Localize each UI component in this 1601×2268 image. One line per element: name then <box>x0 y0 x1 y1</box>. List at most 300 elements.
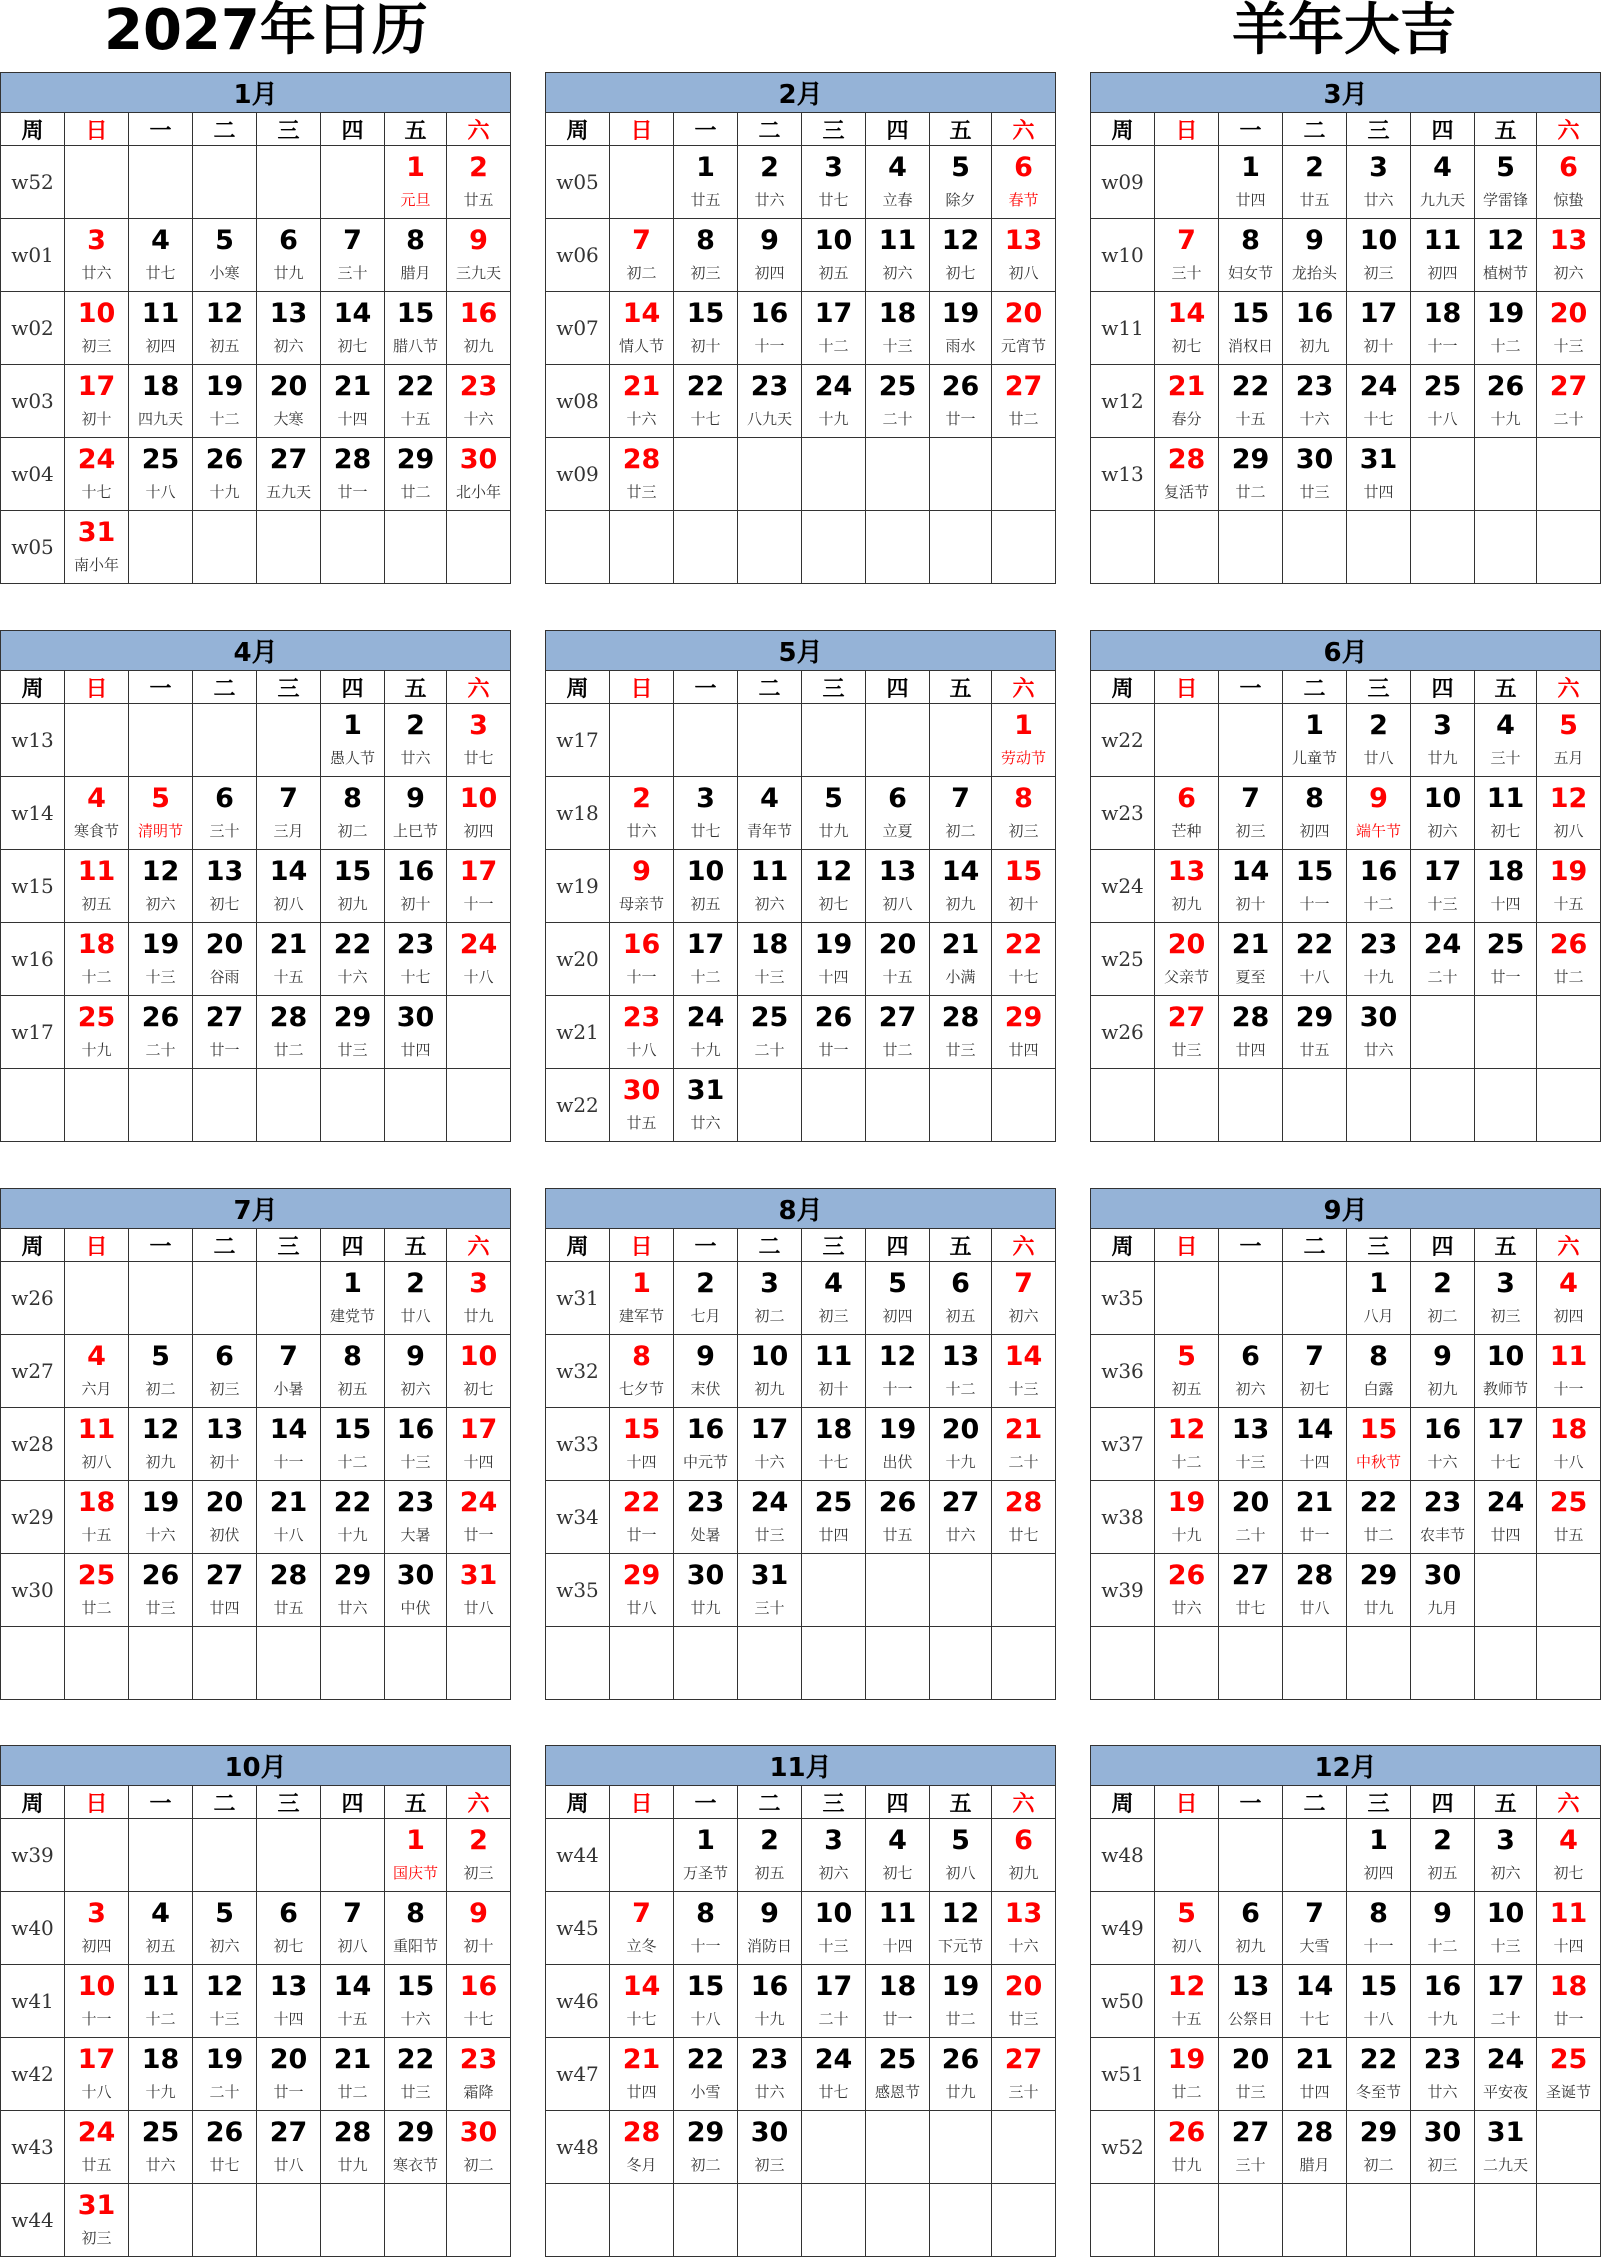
day-cell[interactable] <box>447 1335 511 1408</box>
day-cell[interactable] <box>447 1965 511 2038</box>
day-cell[interactable] <box>193 438 257 511</box>
day-cell[interactable] <box>1347 2038 1411 2111</box>
day-cell[interactable] <box>1411 365 1475 438</box>
day-cell[interactable] <box>930 850 992 923</box>
day-cell[interactable] <box>1283 365 1347 438</box>
day-cell[interactable] <box>1219 2038 1283 2111</box>
day-cell[interactable] <box>193 1481 257 1554</box>
day-cell[interactable] <box>447 1892 511 1965</box>
day-cell[interactable] <box>738 219 802 292</box>
day-cell[interactable] <box>321 2111 385 2184</box>
day-cell[interactable] <box>129 292 193 365</box>
day-cell[interactable] <box>1283 704 1347 777</box>
day-cell[interactable] <box>1283 292 1347 365</box>
day-cell[interactable] <box>1283 850 1347 923</box>
day-cell[interactable] <box>674 1819 738 1892</box>
day-cell[interactable] <box>802 1408 866 1481</box>
day-cell[interactable] <box>321 438 385 511</box>
day-cell[interactable] <box>1347 146 1411 219</box>
day-cell[interactable] <box>1537 219 1601 292</box>
day-cell[interactable] <box>992 850 1056 923</box>
day-cell[interactable] <box>992 923 1056 996</box>
day-cell[interactable] <box>1219 1408 1283 1481</box>
day-cell[interactable] <box>1219 219 1283 292</box>
day-cell[interactable] <box>447 704 511 777</box>
day-cell[interactable] <box>1475 1262 1537 1335</box>
day-cell[interactable] <box>193 1335 257 1408</box>
day-cell[interactable] <box>1283 777 1347 850</box>
day-cell[interactable] <box>1475 1965 1537 2038</box>
day-cell[interactable] <box>193 1892 257 1965</box>
day-cell[interactable] <box>674 1965 738 2038</box>
day-cell[interactable] <box>738 2111 802 2184</box>
day-cell[interactable] <box>866 850 930 923</box>
day-cell[interactable] <box>802 777 866 850</box>
day-cell[interactable] <box>193 923 257 996</box>
day-cell[interactable] <box>992 1819 1056 1892</box>
day-cell[interactable] <box>65 1892 129 1965</box>
day-cell[interactable] <box>65 511 129 584</box>
day-cell[interactable] <box>1411 1965 1475 2038</box>
day-cell[interactable] <box>193 996 257 1069</box>
day-cell[interactable] <box>65 1408 129 1481</box>
day-cell[interactable] <box>1537 365 1601 438</box>
day-cell[interactable] <box>1411 146 1475 219</box>
day-cell[interactable] <box>1283 438 1347 511</box>
day-cell[interactable] <box>674 219 738 292</box>
day-cell[interactable] <box>610 1965 674 2038</box>
day-cell[interactable] <box>1537 292 1601 365</box>
day-cell[interactable] <box>866 2038 930 2111</box>
day-cell[interactable] <box>1283 2038 1347 2111</box>
day-cell[interactable] <box>992 2038 1056 2111</box>
day-cell[interactable] <box>1347 1819 1411 1892</box>
day-cell[interactable] <box>321 1481 385 1554</box>
day-cell[interactable] <box>257 219 321 292</box>
day-cell[interactable] <box>992 777 1056 850</box>
day-cell[interactable] <box>738 777 802 850</box>
day-cell[interactable] <box>674 850 738 923</box>
day-cell[interactable] <box>129 777 193 850</box>
day-cell[interactable] <box>1411 2111 1475 2184</box>
day-cell[interactable] <box>674 923 738 996</box>
day-cell[interactable] <box>802 1335 866 1408</box>
day-cell[interactable] <box>992 1965 1056 2038</box>
day-cell[interactable] <box>65 1481 129 1554</box>
day-cell[interactable] <box>1155 2038 1219 2111</box>
day-cell[interactable] <box>129 1335 193 1408</box>
day-cell[interactable] <box>1347 1892 1411 1965</box>
day-cell[interactable] <box>321 1335 385 1408</box>
day-cell[interactable] <box>802 1819 866 1892</box>
day-cell[interactable] <box>930 1335 992 1408</box>
day-cell[interactable] <box>930 2038 992 2111</box>
day-cell[interactable] <box>1347 850 1411 923</box>
day-cell[interactable] <box>65 219 129 292</box>
day-cell[interactable] <box>193 219 257 292</box>
day-cell[interactable] <box>802 1481 866 1554</box>
day-cell[interactable] <box>866 1892 930 1965</box>
day-cell[interactable] <box>992 1408 1056 1481</box>
day-cell[interactable] <box>385 704 447 777</box>
day-cell[interactable] <box>385 438 447 511</box>
day-cell[interactable] <box>738 923 802 996</box>
day-cell[interactable] <box>129 219 193 292</box>
day-cell[interactable] <box>1219 777 1283 850</box>
day-cell[interactable] <box>738 2038 802 2111</box>
day-cell[interactable] <box>257 1965 321 2038</box>
day-cell[interactable] <box>447 219 511 292</box>
day-cell[interactable] <box>193 365 257 438</box>
day-cell[interactable] <box>610 2111 674 2184</box>
day-cell[interactable] <box>385 146 447 219</box>
day-cell[interactable] <box>1475 2111 1537 2184</box>
day-cell[interactable] <box>1537 1335 1601 1408</box>
day-cell[interactable] <box>447 777 511 850</box>
day-cell[interactable] <box>385 292 447 365</box>
day-cell[interactable] <box>1155 1554 1219 1627</box>
day-cell[interactable] <box>992 1892 1056 1965</box>
day-cell[interactable] <box>992 1335 1056 1408</box>
day-cell[interactable] <box>129 996 193 1069</box>
day-cell[interactable] <box>321 292 385 365</box>
day-cell[interactable] <box>738 1892 802 1965</box>
day-cell[interactable] <box>193 777 257 850</box>
day-cell[interactable] <box>321 1965 385 2038</box>
day-cell[interactable] <box>1411 1554 1475 1627</box>
day-cell[interactable] <box>447 923 511 996</box>
day-cell[interactable] <box>610 777 674 850</box>
day-cell[interactable] <box>1475 146 1537 219</box>
day-cell[interactable] <box>1283 923 1347 996</box>
day-cell[interactable] <box>930 1408 992 1481</box>
day-cell[interactable] <box>1347 777 1411 850</box>
day-cell[interactable] <box>738 1262 802 1335</box>
day-cell[interactable] <box>930 292 992 365</box>
day-cell[interactable] <box>992 219 1056 292</box>
day-cell[interactable] <box>385 1335 447 1408</box>
day-cell[interactable] <box>385 1892 447 1965</box>
day-cell[interactable] <box>1411 923 1475 996</box>
day-cell[interactable] <box>802 365 866 438</box>
day-cell[interactable] <box>738 146 802 219</box>
day-cell[interactable] <box>65 292 129 365</box>
day-cell[interactable] <box>447 1408 511 1481</box>
day-cell[interactable] <box>738 365 802 438</box>
day-cell[interactable] <box>447 146 511 219</box>
day-cell[interactable] <box>674 1481 738 1554</box>
day-cell[interactable] <box>674 146 738 219</box>
day-cell[interactable] <box>1537 146 1601 219</box>
day-cell[interactable] <box>385 777 447 850</box>
day-cell[interactable] <box>257 1408 321 1481</box>
day-cell[interactable] <box>1347 923 1411 996</box>
day-cell[interactable] <box>674 1069 738 1142</box>
day-cell[interactable] <box>65 777 129 850</box>
day-cell[interactable] <box>385 365 447 438</box>
day-cell[interactable] <box>1347 1262 1411 1335</box>
day-cell[interactable] <box>1411 1481 1475 1554</box>
day-cell[interactable] <box>447 1819 511 1892</box>
day-cell[interactable] <box>738 1965 802 2038</box>
day-cell[interactable] <box>1219 1481 1283 1554</box>
day-cell[interactable] <box>447 2038 511 2111</box>
day-cell[interactable] <box>1155 1408 1219 1481</box>
day-cell[interactable] <box>1411 2038 1475 2111</box>
day-cell[interactable] <box>610 219 674 292</box>
day-cell[interactable] <box>1475 1892 1537 1965</box>
day-cell[interactable] <box>1347 219 1411 292</box>
day-cell[interactable] <box>257 1892 321 1965</box>
day-cell[interactable] <box>992 996 1056 1069</box>
day-cell[interactable] <box>321 1408 385 1481</box>
day-cell[interactable] <box>129 2111 193 2184</box>
day-cell[interactable] <box>1537 704 1601 777</box>
day-cell[interactable] <box>738 1408 802 1481</box>
day-cell[interactable] <box>738 1335 802 1408</box>
day-cell[interactable] <box>610 1481 674 1554</box>
day-cell[interactable] <box>866 1335 930 1408</box>
day-cell[interactable] <box>738 292 802 365</box>
day-cell[interactable] <box>610 1408 674 1481</box>
day-cell[interactable] <box>866 1819 930 1892</box>
day-cell[interactable] <box>1347 1335 1411 1408</box>
day-cell[interactable] <box>1347 438 1411 511</box>
day-cell[interactable] <box>257 292 321 365</box>
day-cell[interactable] <box>129 850 193 923</box>
day-cell[interactable] <box>1475 1819 1537 1892</box>
day-cell[interactable] <box>930 365 992 438</box>
day-cell[interactable] <box>930 923 992 996</box>
day-cell[interactable] <box>447 1262 511 1335</box>
day-cell[interactable] <box>321 365 385 438</box>
day-cell[interactable] <box>1155 777 1219 850</box>
day-cell[interactable] <box>802 1892 866 1965</box>
day-cell[interactable] <box>385 1262 447 1335</box>
day-cell[interactable] <box>1347 996 1411 1069</box>
day-cell[interactable] <box>992 292 1056 365</box>
day-cell[interactable] <box>802 2038 866 2111</box>
day-cell[interactable] <box>1219 292 1283 365</box>
day-cell[interactable] <box>65 850 129 923</box>
day-cell[interactable] <box>321 777 385 850</box>
day-cell[interactable] <box>385 219 447 292</box>
day-cell[interactable] <box>674 777 738 850</box>
day-cell[interactable] <box>866 777 930 850</box>
day-cell[interactable] <box>1283 1481 1347 1554</box>
day-cell[interactable] <box>65 365 129 438</box>
day-cell[interactable] <box>1475 219 1537 292</box>
day-cell[interactable] <box>257 2038 321 2111</box>
day-cell[interactable] <box>866 923 930 996</box>
day-cell[interactable] <box>738 850 802 923</box>
day-cell[interactable] <box>1475 923 1537 996</box>
day-cell[interactable] <box>674 1262 738 1335</box>
day-cell[interactable] <box>802 292 866 365</box>
day-cell[interactable] <box>1283 1408 1347 1481</box>
day-cell[interactable] <box>1537 777 1601 850</box>
day-cell[interactable] <box>1537 850 1601 923</box>
day-cell[interactable] <box>930 146 992 219</box>
day-cell[interactable] <box>930 1481 992 1554</box>
day-cell[interactable] <box>193 850 257 923</box>
day-cell[interactable] <box>129 1481 193 1554</box>
day-cell[interactable] <box>802 219 866 292</box>
day-cell[interactable] <box>674 996 738 1069</box>
day-cell[interactable] <box>65 1965 129 2038</box>
day-cell[interactable] <box>257 923 321 996</box>
day-cell[interactable] <box>1155 996 1219 1069</box>
day-cell[interactable] <box>992 704 1056 777</box>
day-cell[interactable] <box>257 438 321 511</box>
day-cell[interactable] <box>129 923 193 996</box>
day-cell[interactable] <box>1219 146 1283 219</box>
day-cell[interactable] <box>385 1965 447 2038</box>
day-cell[interactable] <box>447 850 511 923</box>
day-cell[interactable] <box>1155 2111 1219 2184</box>
day-cell[interactable] <box>1283 2111 1347 2184</box>
day-cell[interactable] <box>385 2111 447 2184</box>
day-cell[interactable] <box>992 365 1056 438</box>
day-cell[interactable] <box>1219 438 1283 511</box>
day-cell[interactable] <box>1411 1892 1475 1965</box>
day-cell[interactable] <box>610 438 674 511</box>
day-cell[interactable] <box>1347 365 1411 438</box>
day-cell[interactable] <box>65 2038 129 2111</box>
day-cell[interactable] <box>385 1481 447 1554</box>
day-cell[interactable] <box>992 1262 1056 1335</box>
day-cell[interactable] <box>447 2111 511 2184</box>
day-cell[interactable] <box>65 996 129 1069</box>
day-cell[interactable] <box>992 1481 1056 1554</box>
day-cell[interactable] <box>866 365 930 438</box>
day-cell[interactable] <box>321 1554 385 1627</box>
day-cell[interactable] <box>674 365 738 438</box>
day-cell[interactable] <box>610 292 674 365</box>
day-cell[interactable] <box>1155 1965 1219 2038</box>
day-cell[interactable] <box>610 996 674 1069</box>
day-cell[interactable] <box>1219 365 1283 438</box>
day-cell[interactable] <box>193 2038 257 2111</box>
day-cell[interactable] <box>257 1554 321 1627</box>
day-cell[interactable] <box>65 923 129 996</box>
day-cell[interactable] <box>1347 1554 1411 1627</box>
day-cell[interactable] <box>1411 704 1475 777</box>
day-cell[interactable] <box>1283 1335 1347 1408</box>
day-cell[interactable] <box>385 1408 447 1481</box>
day-cell[interactable] <box>1411 1408 1475 1481</box>
day-cell[interactable] <box>321 850 385 923</box>
day-cell[interactable] <box>447 1481 511 1554</box>
day-cell[interactable] <box>1283 146 1347 219</box>
day-cell[interactable] <box>866 996 930 1069</box>
day-cell[interactable] <box>65 438 129 511</box>
day-cell[interactable] <box>129 1965 193 2038</box>
day-cell[interactable] <box>610 365 674 438</box>
day-cell[interactable] <box>674 292 738 365</box>
day-cell[interactable] <box>610 2038 674 2111</box>
day-cell[interactable] <box>1155 1335 1219 1408</box>
day-cell[interactable] <box>447 292 511 365</box>
day-cell[interactable] <box>1475 1335 1537 1408</box>
day-cell[interactable] <box>193 2111 257 2184</box>
day-cell[interactable] <box>930 777 992 850</box>
day-cell[interactable] <box>866 1408 930 1481</box>
day-cell[interactable] <box>257 365 321 438</box>
day-cell[interactable] <box>385 1554 447 1627</box>
day-cell[interactable] <box>610 923 674 996</box>
day-cell[interactable] <box>738 1554 802 1627</box>
day-cell[interactable] <box>610 850 674 923</box>
day-cell[interactable] <box>866 292 930 365</box>
day-cell[interactable] <box>1155 1481 1219 1554</box>
day-cell[interactable] <box>1411 1262 1475 1335</box>
day-cell[interactable] <box>1537 1262 1601 1335</box>
day-cell[interactable] <box>802 850 866 923</box>
day-cell[interactable] <box>1155 438 1219 511</box>
day-cell[interactable] <box>129 1892 193 1965</box>
day-cell[interactable] <box>1219 923 1283 996</box>
day-cell[interactable] <box>1219 996 1283 1069</box>
day-cell[interactable] <box>1537 1819 1601 1892</box>
day-cell[interactable] <box>257 996 321 1069</box>
day-cell[interactable] <box>1219 1335 1283 1408</box>
day-cell[interactable] <box>129 365 193 438</box>
day-cell[interactable] <box>447 1554 511 1627</box>
day-cell[interactable] <box>257 777 321 850</box>
day-cell[interactable] <box>802 1262 866 1335</box>
day-cell[interactable] <box>1219 850 1283 923</box>
day-cell[interactable] <box>1347 1965 1411 2038</box>
day-cell[interactable] <box>802 923 866 996</box>
day-cell[interactable] <box>1347 704 1411 777</box>
day-cell[interactable] <box>385 923 447 996</box>
day-cell[interactable] <box>1537 2038 1601 2111</box>
day-cell[interactable] <box>193 1554 257 1627</box>
day-cell[interactable] <box>930 1892 992 1965</box>
day-cell[interactable] <box>802 1965 866 2038</box>
day-cell[interactable] <box>992 146 1056 219</box>
day-cell[interactable] <box>1155 219 1219 292</box>
day-cell[interactable] <box>257 850 321 923</box>
day-cell[interactable] <box>1283 1554 1347 1627</box>
day-cell[interactable] <box>1411 777 1475 850</box>
day-cell[interactable] <box>1155 292 1219 365</box>
day-cell[interactable] <box>257 2111 321 2184</box>
day-cell[interactable] <box>610 1262 674 1335</box>
day-cell[interactable] <box>1347 1481 1411 1554</box>
day-cell[interactable] <box>1347 292 1411 365</box>
day-cell[interactable] <box>321 1262 385 1335</box>
day-cell[interactable] <box>738 1819 802 1892</box>
day-cell[interactable] <box>1283 1892 1347 1965</box>
day-cell[interactable] <box>1155 1892 1219 1965</box>
day-cell[interactable] <box>674 2038 738 2111</box>
day-cell[interactable] <box>129 1554 193 1627</box>
day-cell[interactable] <box>1475 292 1537 365</box>
day-cell[interactable] <box>321 923 385 996</box>
day-cell[interactable] <box>447 365 511 438</box>
day-cell[interactable] <box>674 1408 738 1481</box>
day-cell[interactable] <box>321 2038 385 2111</box>
day-cell[interactable] <box>1155 923 1219 996</box>
day-cell[interactable] <box>1537 1408 1601 1481</box>
day-cell[interactable] <box>257 1335 321 1408</box>
day-cell[interactable] <box>1219 2111 1283 2184</box>
day-cell[interactable] <box>1411 1819 1475 1892</box>
day-cell[interactable] <box>610 1069 674 1142</box>
day-cell[interactable] <box>385 2038 447 2111</box>
